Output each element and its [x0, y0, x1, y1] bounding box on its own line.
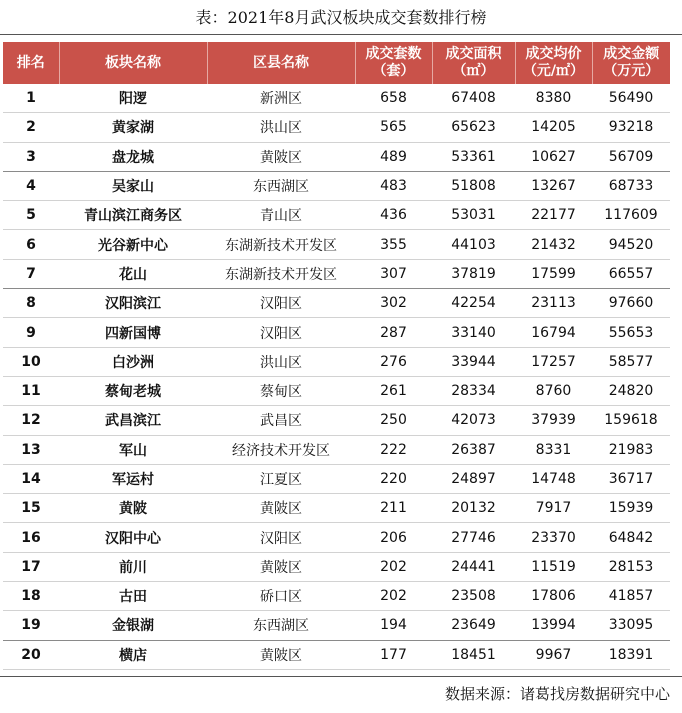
- cell-rank: 6: [3, 230, 59, 259]
- cell-area: 26387: [432, 435, 515, 464]
- table-row: [3, 435, 670, 464]
- cell-units: 436: [355, 201, 432, 230]
- table-row: [3, 84, 670, 113]
- cell-block: 四新国博: [59, 318, 207, 347]
- table-row: [3, 201, 670, 230]
- cell-block: 花山: [59, 259, 207, 288]
- cell-units: 206: [355, 523, 432, 552]
- cell-district: 汉阳区: [207, 523, 355, 552]
- cell-amount: 58577: [592, 347, 670, 376]
- cell-area: 33140: [432, 318, 515, 347]
- bottom-divider: [0, 676, 682, 677]
- cell-amount: 33095: [592, 611, 670, 640]
- cell-price: 10627: [515, 142, 592, 171]
- cell-block: 阳逻: [59, 84, 207, 113]
- cell-rank: 4: [3, 171, 59, 200]
- cell-price: 17257: [515, 347, 592, 376]
- cell-price: 13994: [515, 611, 592, 640]
- cell-district: 经济技术开发区: [207, 435, 355, 464]
- cell-amount: 117609: [592, 201, 670, 230]
- cell-district: 江夏区: [207, 464, 355, 493]
- cell-units: 489: [355, 142, 432, 171]
- cell-block: 汉阳滨江: [59, 289, 207, 318]
- cell-rank: 13: [3, 435, 59, 464]
- cell-block: 前川: [59, 552, 207, 581]
- cell-amount: 55653: [592, 318, 670, 347]
- source-note: 数据来源：诸葛找房数据研究中心: [444, 685, 670, 703]
- cell-rank: 19: [3, 611, 59, 640]
- cell-price: 8760: [515, 376, 592, 405]
- cell-units: 287: [355, 318, 432, 347]
- cell-price: 23113: [515, 289, 592, 318]
- cell-price: 23370: [515, 523, 592, 552]
- table-row: [3, 171, 670, 200]
- cell-district: 黄陂区: [207, 494, 355, 523]
- cell-block: 横店: [59, 640, 207, 669]
- cell-area: 20132: [432, 494, 515, 523]
- cell-amount: 56490: [592, 84, 670, 113]
- table-row: [3, 376, 670, 405]
- cell-rank: 8: [3, 289, 59, 318]
- cell-district: 青山区: [207, 201, 355, 230]
- cell-price: 22177: [515, 201, 592, 230]
- cell-price: 9967: [515, 640, 592, 669]
- cell-amount: 68733: [592, 171, 670, 200]
- cell-area: 23649: [432, 611, 515, 640]
- header-rank: 排名: [3, 42, 59, 84]
- table-row: [3, 464, 670, 493]
- cell-area: 37819: [432, 259, 515, 288]
- cell-block: 黄陂: [59, 494, 207, 523]
- cell-area: 51808: [432, 171, 515, 200]
- cell-units: 276: [355, 347, 432, 376]
- cell-district: 蔡甸区: [207, 376, 355, 405]
- header-units: 成交套数 （套）: [355, 42, 432, 84]
- cell-area: 53031: [432, 201, 515, 230]
- cell-block: 军运村: [59, 464, 207, 493]
- top-divider: [0, 34, 682, 35]
- cell-area: 27746: [432, 523, 515, 552]
- cell-area: 67408: [432, 84, 515, 113]
- table-row: [3, 406, 670, 435]
- cell-rank: 16: [3, 523, 59, 552]
- cell-district: 黄陂区: [207, 142, 355, 171]
- cell-price: 37939: [515, 406, 592, 435]
- cell-area: 18451: [432, 640, 515, 669]
- cell-units: 307: [355, 259, 432, 288]
- table-row: [3, 142, 670, 171]
- table-row: [3, 347, 670, 376]
- cell-area: 28334: [432, 376, 515, 405]
- cell-district: 东湖新技术开发区: [207, 230, 355, 259]
- cell-area: 33944: [432, 347, 515, 376]
- cell-amount: 97660: [592, 289, 670, 318]
- cell-block: 汉阳中心: [59, 523, 207, 552]
- cell-units: 220: [355, 464, 432, 493]
- cell-rank: 11: [3, 376, 59, 405]
- table-row: [3, 582, 670, 611]
- cell-rank: 18: [3, 582, 59, 611]
- cell-block: 光谷新中心: [59, 230, 207, 259]
- cell-area: 65623: [432, 113, 515, 142]
- cell-rank: 17: [3, 552, 59, 581]
- cell-area: 44103: [432, 230, 515, 259]
- cell-rank: 2: [3, 113, 59, 142]
- cell-district: 东西湖区: [207, 171, 355, 200]
- cell-amount: 24820: [592, 376, 670, 405]
- cell-price: 13267: [515, 171, 592, 200]
- header-block: 板块名称: [59, 42, 207, 84]
- cell-amount: 41857: [592, 582, 670, 611]
- cell-block: 黄家湖: [59, 113, 207, 142]
- cell-units: 658: [355, 84, 432, 113]
- cell-area: 42254: [432, 289, 515, 318]
- cell-amount: 56709: [592, 142, 670, 171]
- cell-amount: 93218: [592, 113, 670, 142]
- cell-block: 白沙洲: [59, 347, 207, 376]
- cell-amount: 36717: [592, 464, 670, 493]
- cell-rank: 7: [3, 259, 59, 288]
- cell-price: 17806: [515, 582, 592, 611]
- table-row: [3, 113, 670, 142]
- cell-area: 24897: [432, 464, 515, 493]
- cell-area: 23508: [432, 582, 515, 611]
- cell-district: 洪山区: [207, 347, 355, 376]
- cell-area: 24441: [432, 552, 515, 581]
- table-header-row: [3, 42, 670, 84]
- cell-amount: 18391: [592, 640, 670, 669]
- cell-amount: 21983: [592, 435, 670, 464]
- cell-rank: 10: [3, 347, 59, 376]
- header-district: 区县名称: [207, 42, 355, 84]
- cell-rank: 12: [3, 406, 59, 435]
- cell-amount: 28153: [592, 552, 670, 581]
- table-row: [3, 640, 670, 669]
- cell-price: 21432: [515, 230, 592, 259]
- cell-units: 194: [355, 611, 432, 640]
- header-price: 成交均价 （元/㎡）: [515, 42, 592, 84]
- cell-units: 261: [355, 376, 432, 405]
- cell-units: 483: [355, 171, 432, 200]
- cell-price: 8331: [515, 435, 592, 464]
- ranking-table: [3, 42, 670, 670]
- cell-price: 17599: [515, 259, 592, 288]
- cell-price: 14748: [515, 464, 592, 493]
- table-row: [3, 230, 670, 259]
- cell-units: 211: [355, 494, 432, 523]
- cell-district: 东湖新技术开发区: [207, 259, 355, 288]
- cell-units: 565: [355, 113, 432, 142]
- cell-units: 177: [355, 640, 432, 669]
- cell-block: 金银湖: [59, 611, 207, 640]
- cell-block: 军山: [59, 435, 207, 464]
- cell-rank: 14: [3, 464, 59, 493]
- cell-amount: 64842: [592, 523, 670, 552]
- cell-units: 202: [355, 552, 432, 581]
- page-title: 表：2021年8月武汉板块成交套数排行榜: [195, 8, 487, 27]
- cell-block: 吴家山: [59, 171, 207, 200]
- header-amount: 成交金额 （万元）: [592, 42, 670, 84]
- cell-block: 盘龙城: [59, 142, 207, 171]
- cell-district: 黄陂区: [207, 640, 355, 669]
- cell-price: 7917: [515, 494, 592, 523]
- cell-amount: 159618: [592, 406, 670, 435]
- cell-block: 青山滨江商务区: [59, 201, 207, 230]
- cell-block: 武昌滨江: [59, 406, 207, 435]
- cell-units: 250: [355, 406, 432, 435]
- table-row: [3, 318, 670, 347]
- table-row: [3, 259, 670, 288]
- table-row: [3, 289, 670, 318]
- cell-price: 16794: [515, 318, 592, 347]
- cell-units: 355: [355, 230, 432, 259]
- cell-units: 222: [355, 435, 432, 464]
- cell-district: 硚口区: [207, 582, 355, 611]
- cell-units: 302: [355, 289, 432, 318]
- cell-block: 蔡甸老城: [59, 376, 207, 405]
- cell-district: 东西湖区: [207, 611, 355, 640]
- cell-area: 53361: [432, 142, 515, 171]
- cell-amount: 15939: [592, 494, 670, 523]
- cell-district: 新洲区: [207, 84, 355, 113]
- table-row: [3, 494, 670, 523]
- cell-amount: 66557: [592, 259, 670, 288]
- cell-price: 11519: [515, 552, 592, 581]
- table-row: [3, 552, 670, 581]
- cell-amount: 94520: [592, 230, 670, 259]
- cell-rank: 3: [3, 142, 59, 171]
- cell-rank: 15: [3, 494, 59, 523]
- cell-price: 8380: [515, 84, 592, 113]
- cell-district: 武昌区: [207, 406, 355, 435]
- header-area: 成交面积 （㎡）: [432, 42, 515, 84]
- cell-rank: 1: [3, 84, 59, 113]
- cell-rank: 5: [3, 201, 59, 230]
- cell-block: 古田: [59, 582, 207, 611]
- cell-district: 汉阳区: [207, 318, 355, 347]
- cell-rank: 9: [3, 318, 59, 347]
- cell-rank: 20: [3, 640, 59, 669]
- cell-units: 202: [355, 582, 432, 611]
- table-row: [3, 523, 670, 552]
- cell-district: 汉阳区: [207, 289, 355, 318]
- table-row: [3, 611, 670, 640]
- cell-district: 黄陂区: [207, 552, 355, 581]
- cell-area: 42073: [432, 406, 515, 435]
- cell-district: 洪山区: [207, 113, 355, 142]
- cell-price: 14205: [515, 113, 592, 142]
